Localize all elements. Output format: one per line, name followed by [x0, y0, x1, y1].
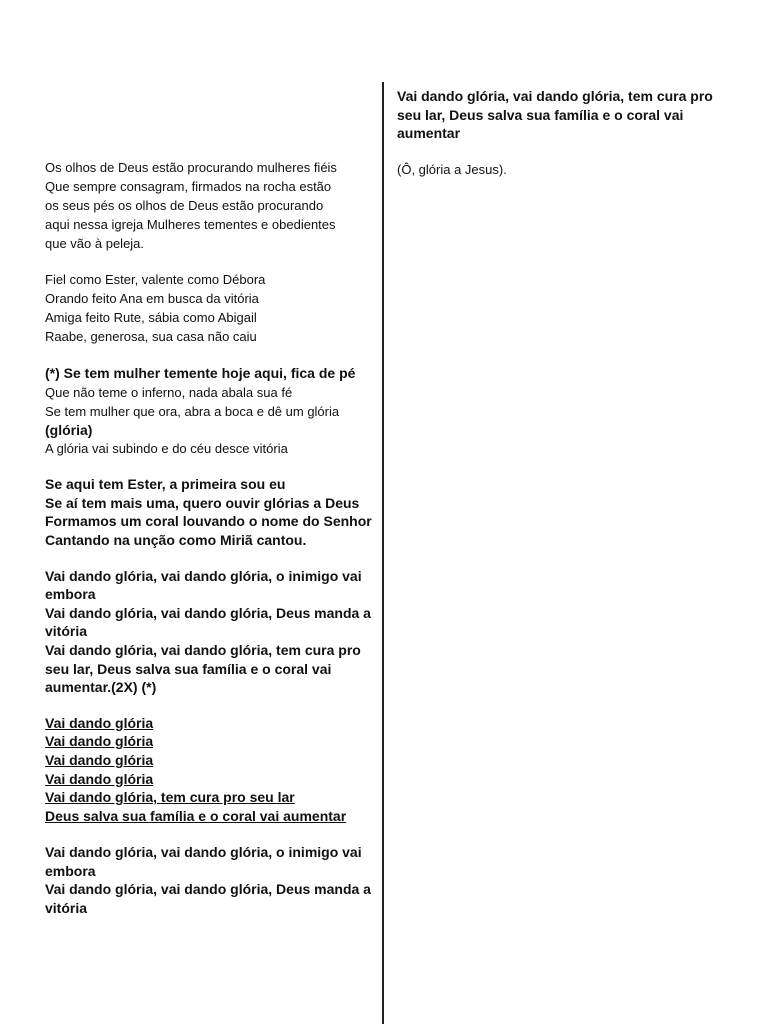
stanza-1 — [45, 158, 375, 253]
lyric-line: Formamos um coral louvando o nome do Senhor — [45, 513, 372, 530]
right-stanza-1 — [397, 87, 717, 143]
lyric-line: Amiga feito Rute, sábia como Abigail — [45, 310, 257, 325]
lyric-line: Vai dando glória, vai dando glória, tem cura pro — [397, 88, 713, 104]
lyric-line: Raabe, generosa, sua casa não caiu — [45, 329, 257, 344]
lyric-line: (glória) — [45, 421, 93, 438]
lyric-line: vitória — [45, 623, 88, 640]
stanza-3 — [45, 364, 375, 458]
lyric-line: Se aqui tem Ester, a primeira sou eu — [45, 476, 286, 493]
lyric-line: seu lar, Deus salva sua família e o coral vai — [45, 660, 332, 677]
lyric-line: Vai dando glória — [45, 770, 154, 787]
lyric-line: Vai dando glória — [45, 751, 154, 768]
column-divider — [382, 82, 384, 1024]
lyric-line: que vão à peleja. — [45, 236, 145, 251]
lyric-line: Os olhos de Deus estão procurando mulheres fiéis — [45, 160, 337, 175]
lyric-line: (*) Se tem mulher temente hoje aqui, fica de pé — [45, 365, 356, 381]
lyric-line: Vai dando glória — [45, 733, 154, 750]
lyric-line: Vai dando glória, vai dando glória, o inimigo vai — [45, 567, 362, 584]
stanza-5 — [45, 567, 375, 697]
lyric-line: Que sempre consagram, firmados na rocha estão — [45, 179, 332, 194]
lyric-line: Vai dando glória, vai dando glória, o inimigo vai — [45, 844, 362, 861]
lyric-line: Orando feito Ana em busca da vitória — [45, 291, 259, 306]
lyric-line: os seus pés os olhos de Deus estão procurando — [45, 198, 324, 213]
stanza-6 — [45, 714, 375, 826]
lyric-line: aumentar — [397, 125, 461, 142]
lyric-line: Vai dando glória, vai dando glória, tem cura pro — [45, 641, 361, 658]
lyric-line: Que não teme o inferno, nada abala sua fé — [45, 384, 293, 400]
right-stanza-2 — [397, 160, 717, 179]
lyric-line: embora — [45, 586, 96, 603]
lyric-line: Vai dando glória, tem cura pro seu lar — [45, 789, 295, 806]
lyric-line: aqui nessa igreja Mulheres tementes e obedientes — [45, 217, 336, 232]
lyric-line: Se tem mulher que ora, abra a boca e dê um glória — [45, 403, 340, 419]
lyric-line: Fiel como Ester, valente como Débora — [45, 272, 266, 287]
stanza-2 — [45, 270, 375, 346]
lyric-line: embora — [45, 862, 96, 879]
lyric-line: Deus salva sua família e o coral vai aumentar — [45, 807, 347, 824]
stanza-7 — [45, 843, 375, 917]
left-column — [45, 158, 375, 918]
lyric-line: Vai dando glória, vai dando glória, Deus manda a — [45, 881, 371, 898]
right-column — [397, 87, 717, 179]
lyric-line: Vai dando glória — [45, 714, 154, 731]
lyric-line: Cantando na unção como Miriã cantou. — [45, 531, 307, 548]
lyric-line: Se aí tem mais uma, quero ouvir glórias a Deus — [45, 494, 360, 511]
lyric-line: Vai dando glória, vai dando glória, Deus manda a — [45, 604, 371, 621]
lyric-line: vitória — [45, 900, 88, 917]
lyric-line: A glória vai subindo e do céu desce vitória — [45, 441, 288, 457]
lyric-line: seu lar, Deus salva sua família e o coral vai — [397, 106, 684, 123]
stanza-4 — [45, 475, 375, 549]
lyric-line: (Ô, glória a Jesus). — [397, 161, 507, 177]
lyric-line: aumentar.(2X) (*) — [45, 679, 157, 696]
